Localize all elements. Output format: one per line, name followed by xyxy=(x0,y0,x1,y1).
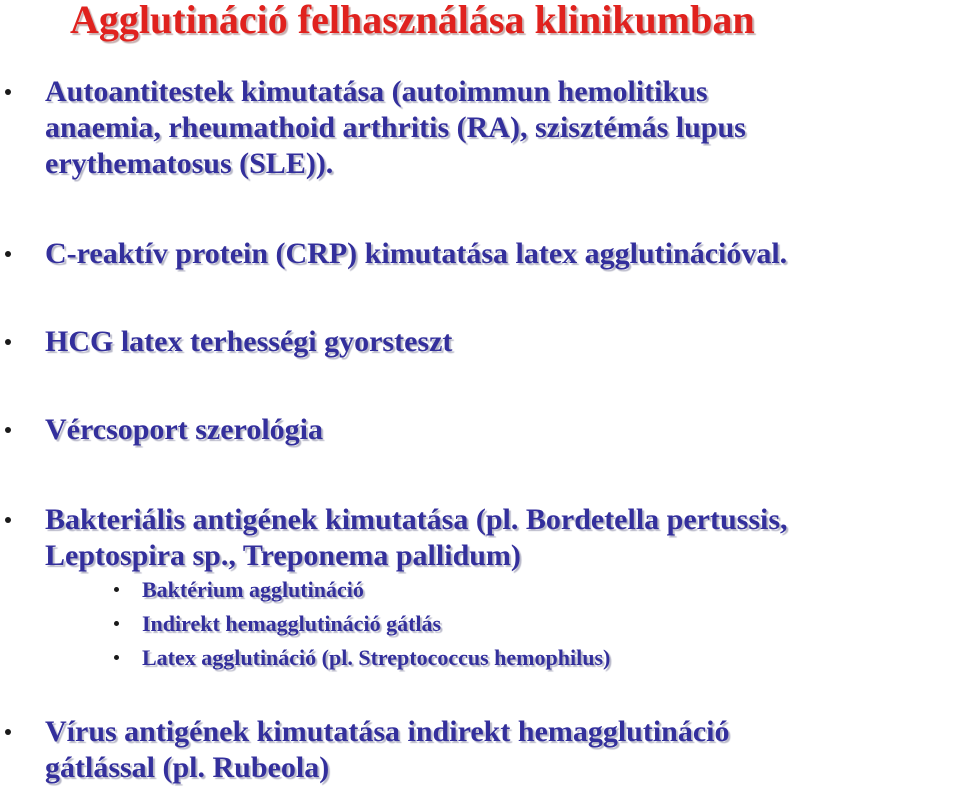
sub-bullet-text: Indirekt hemagglutináció gátlás xyxy=(142,611,442,636)
bullet-hcg xyxy=(45,324,452,360)
sub-bullet-text: Latex agglutináció (pl. Streptococcus hemophilus) xyxy=(142,645,611,670)
bullet-bacterial-antigens xyxy=(45,502,788,574)
bullet-line: Autoantitestek kimutatása (autoimmun hemolitikus xyxy=(45,75,708,108)
bullet-line: erythematosus (SLE)). xyxy=(45,147,334,180)
bullet-line: Bakteriális antigének kimutatása (pl. Bordetella pertussis, xyxy=(45,503,788,536)
bullet-line: gátlással (pl. Rubeola) xyxy=(45,751,330,784)
slide-title: Agglutináció felhasználása klinikumban xyxy=(70,0,755,42)
sub-bullet-bacterium-agglutination xyxy=(142,576,364,604)
bullet-line: anaemia, rheumathoid arthritis (RA), szisztémás lupus xyxy=(45,111,746,144)
bullet-viral-antigens xyxy=(45,714,730,786)
sub-bullet-text: Baktérium agglutináció xyxy=(142,577,364,602)
bullet-line: Vércsoport szerológia xyxy=(45,413,323,446)
bullet-line: HCG latex terhességi gyorsteszt xyxy=(45,325,453,358)
sub-bullet-indirect-hemagglutination xyxy=(142,610,441,638)
bullet-line: Vírus antigének kimutatása indirekt hemagglutináció xyxy=(45,715,730,748)
bullet-line: Leptospira sp., Treponema pallidum) xyxy=(45,539,521,572)
bullet-crp xyxy=(45,236,787,272)
bullet-line: C-reaktív protein (CRP) kimutatása latex agglutinációval. xyxy=(45,237,788,270)
bullet-autoantibodies xyxy=(45,74,746,182)
sub-bullet-latex-agglutination xyxy=(142,644,610,672)
bullet-blood-group xyxy=(45,412,323,448)
